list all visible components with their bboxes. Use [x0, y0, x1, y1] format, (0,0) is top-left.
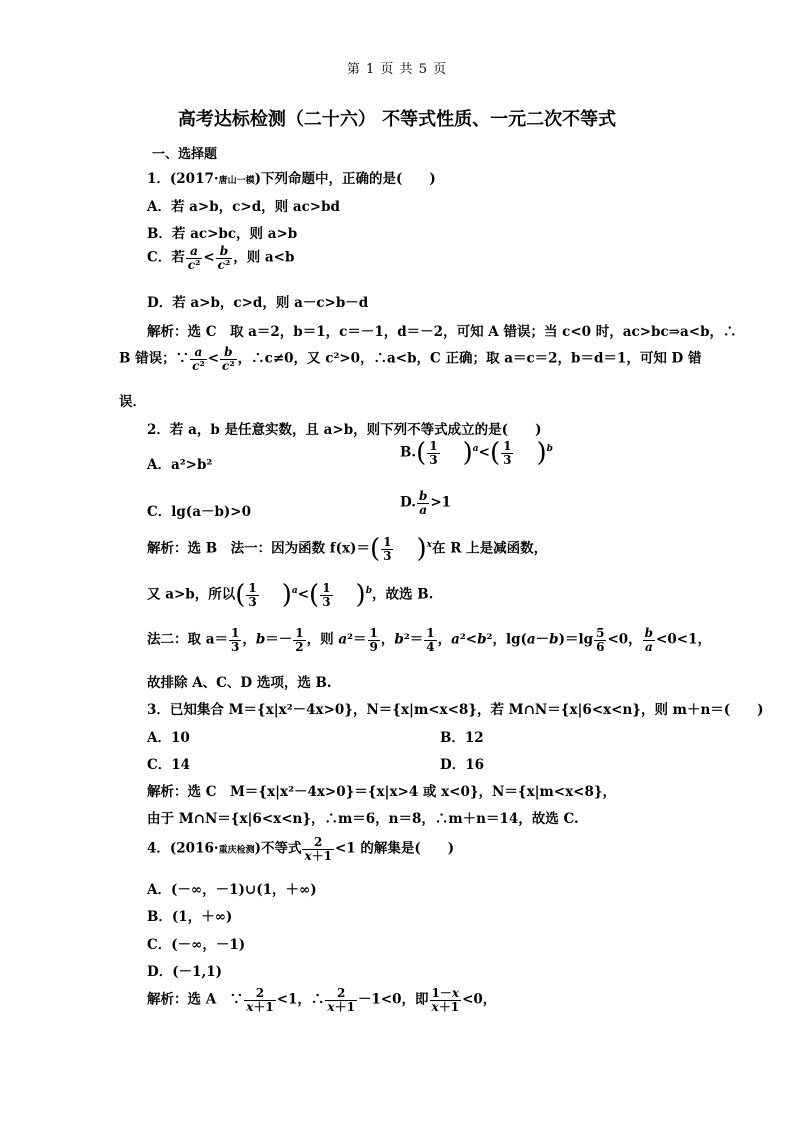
q3-stem: 3．已知集合 M＝{x|x²－4x>0}，N＝{x|m<x<8}，若 M∩N＝{x|6<x<n}，则 m＋n＝( ): [147, 702, 764, 718]
q4-option-d: D．(－1,1): [147, 964, 222, 980]
q2-solution-line2: 又 a>b，所以( $\frac{1}{3}$ )$^a$<( $\frac{1}{3}$ )$^b$，故选 B.: [147, 580, 434, 611]
q3-solution-line1: 解析：选 C M＝{x|x²－4x>0}＝{x|x>4 或 x<0}，N＝{x|m<x<8}，: [147, 784, 617, 800]
q4-option-c: C．(－∞，－1): [147, 937, 246, 953]
q4-stem: 4．(2016·重庆检测)不等式 $\frac{2}{x+1}$ <1 的解集是( ): [147, 835, 455, 863]
q4-solution-line1: 解析：选 A ∵ $\frac{2}{x+1}$ <1，∴ $\frac{2}{x+1}$ －1<0，即 $\frac{1-x}{x+1}$ <0，: [147, 986, 497, 1014]
page-title: 高考达标检测（二十六） 不等式性质、一元二次不等式: [177, 109, 617, 130]
q1-option-a: A．若 a>b，c>d，则 ac>bd: [147, 199, 341, 215]
q2-option-d: D. $\frac{b}{a}$ >1: [400, 489, 452, 517]
q3-option-a: A．10: [147, 730, 190, 746]
q2-option-a: A．a²>b²: [147, 457, 213, 473]
section-heading: 一、选择题: [152, 147, 218, 162]
q2-stem: 2．若 a，b 是任意实数，且 a>b，则下列不等式成立的是( ): [147, 422, 542, 438]
q1-option-b: B．若 ac>bc，则 a>b: [147, 226, 298, 242]
q3-solution-line2: 由于 M∩N＝{x|6<x<n}，∴m＝6，n＝8，∴m＋n＝14，故选 C.: [147, 811, 579, 827]
q2-option-b: B.( $\frac{1}{3}$ )$^a$<( $\frac{1}{3}$ )$^b$: [400, 438, 553, 469]
q1-stem: 1．(2017·唐山一模)下列命题中，正确的是( ): [147, 171, 436, 187]
q2-solution-line3: 法二：取 a＝ $\frac{1}{3}$ ，b＝－ $\frac{1}{2}$ ，则 a²＝ $\frac{1}{9}$ ，b²＝ $\frac{1}{4}$ ，a²<b²，lg(a－b)＝lg $\frac{5}{6}$ <0， $\frac{b}{a}$ <0<1，: [147, 626, 711, 654]
q1-option-d: D．若 a>b，c>d，则 a－c>b－d: [147, 295, 369, 311]
q4-option-b: B．(1，＋∞): [147, 909, 233, 925]
q1-option-c: C．若 $\frac{a}{\text{c²}}$ < $\frac{b}{\text{c²}}$ ，则 a<b: [147, 244, 295, 272]
q1-solution-line1: 解析：选 C 取 a＝2，b＝1，c＝－1，d＝－2，可知 A 错误；当 c<0 时，ac>bc⇒a<b，∴: [147, 324, 737, 340]
q3-option-c: C．14: [147, 757, 191, 773]
page-header: 第 1 页 共 5 页: [346, 62, 448, 77]
q3-option-d: D．16: [440, 757, 484, 773]
q2-solution-line4: 故排除 A、C、D 选项，选 B.: [147, 675, 332, 691]
q4-option-a: A．(－∞，－1)∪(1，＋∞): [147, 882, 317, 898]
q3-option-b: B．12: [440, 730, 484, 746]
q2-option-c: C．lg(a－b)>0: [147, 504, 251, 520]
q1-solution-line2: B 错误；∵ $\frac{a}{\text{c²}}$ < $\frac{b}{\text{c²}}$ ，∴c≠0，又 c²>0，∴a<b，C 正确；取 a＝c＝2，b＝d＝1，可知 D 错: [119, 345, 702, 373]
q2-solution-line1: 解析：选 B 法一：因为函数 f(x)＝( $\frac{1}{3}$ )$^x$在 R 上是减函数，: [147, 534, 548, 565]
q1-solution-line3: 误．: [119, 394, 146, 410]
